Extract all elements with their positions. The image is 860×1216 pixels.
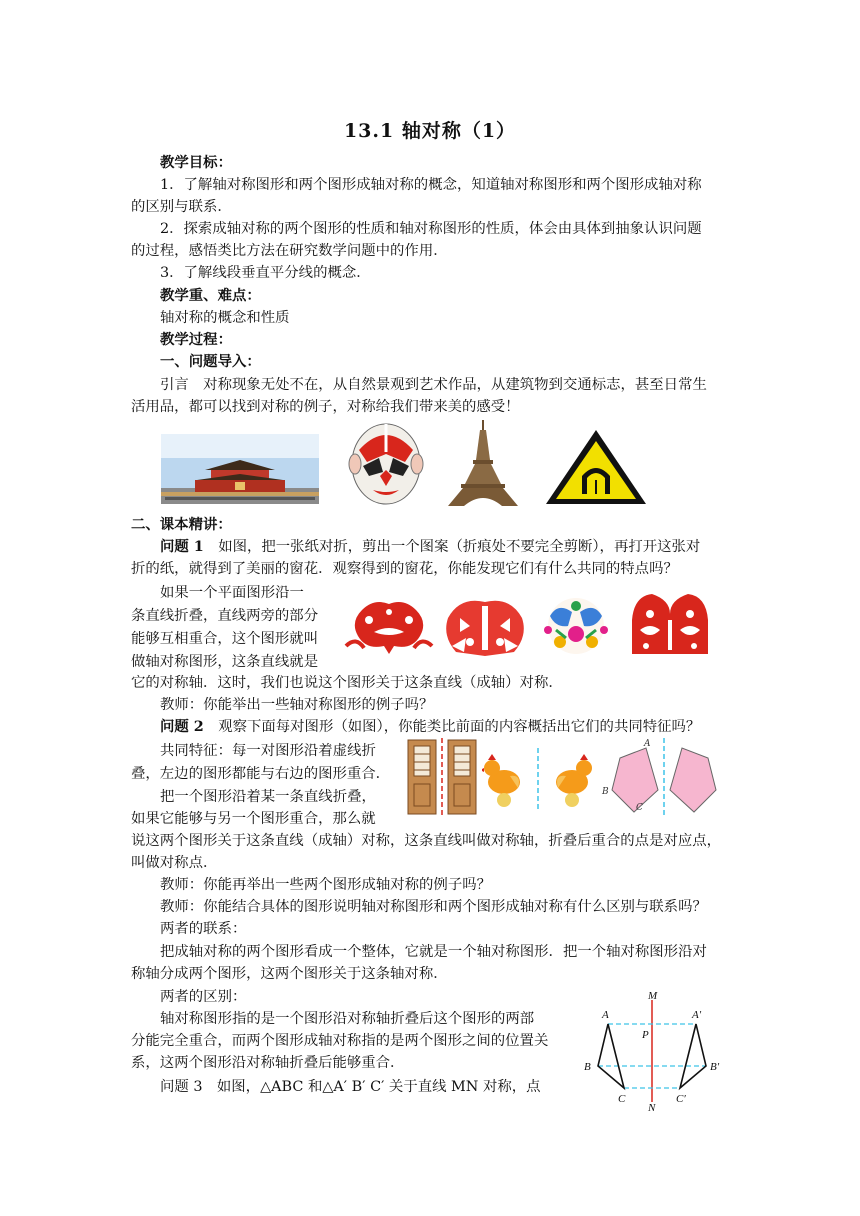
papercut-rabbits-image [624, 590, 716, 660]
definition-2-line-4: 叫做对称点． [131, 855, 218, 871]
intro-line-2: 活用品，都可以找到对称的例子，对称给我们带来美的感受！ [131, 399, 520, 415]
process-heading: 教学过程： [160, 331, 232, 348]
definition-1-line-4: 做轴对称图形，这条直线就是 [131, 654, 319, 670]
question-2-label: 问题 2 [160, 718, 204, 735]
difference-line-2: 分能完全重合，而两个图形成轴对称指的是两个图形之间的位置关 [131, 1033, 549, 1049]
doors-pair-image [406, 738, 478, 816]
vertex-label-c-prime: C′ [676, 1093, 686, 1105]
tunnel-sign-image [544, 428, 648, 506]
line-label-m: M [648, 990, 658, 1002]
goal-1-line-2: 的区别与联系． [131, 199, 232, 215]
chickens-pair-image [482, 748, 594, 810]
question-1-label: 问题 1 [160, 538, 204, 555]
papercut-colorful-image [536, 594, 616, 658]
vertex-label-a: A [602, 1009, 609, 1021]
point-label-p: P [642, 1029, 649, 1041]
question-1-line-2: 折的纸，就得到了美丽的窗花．观察得到的窗花，你能发现它们有什么共同的特点吗？ [131, 561, 678, 577]
difference-heading: 两者的区别： [160, 989, 247, 1005]
key-text: 轴对称的概念和性质 [160, 310, 290, 326]
lecture-heading: 二、课本精讲： [131, 516, 232, 533]
vertex-label-b: B [584, 1061, 591, 1073]
eiffel-tower-image [446, 420, 520, 506]
question-3-line: 问题 3 如图，△ABC 和△A′ B′ C′ 关于直线 MN 对称，点 [160, 1079, 541, 1095]
common-feature-line-2: 叠，左边的图形都能与右边的图形重合． [131, 766, 391, 782]
question-1-text: 如图，把一张纸对折，剪出一个图案（折痕处不要完全剪断），再打开这张对 [203, 539, 701, 555]
triangle-symmetry-figure [578, 990, 728, 1114]
line-label-n: N [648, 1102, 656, 1114]
goal-2-line-1: 2．探索成轴对称的两个图形的性质和轴对称图形的性质，体会由具体到抽象认识问题 [160, 221, 702, 237]
page-title: 13.1 轴对称（1） [343, 120, 517, 142]
question-1-line-1 [160, 536, 700, 558]
difference-line-1: 轴对称图形指的是一个图形沿对称轴折叠后这个图形的两部 [160, 1011, 535, 1027]
relation-heading: 两者的联系： [160, 921, 247, 937]
common-feature-line-1: 共同特征：每一对图形沿着虚线折 [160, 743, 376, 759]
papercut-phoenix-image [440, 596, 530, 658]
goal-3: 3．了解线段垂直平分线的概念． [160, 265, 371, 281]
teacher-question-1: 教师：你能举出一些轴对称图形的例子吗？ [160, 697, 434, 713]
intro-line-1: 引言 对称现象无处不在，从自然景观到艺术作品，从建筑物到交通标志，甚至日常生 [160, 377, 707, 393]
goal-1-line-1: 1．了解轴对称图形和两个图形成轴对称的概念，知道轴对称图形和两个图形成轴对称 [160, 177, 702, 193]
definition-1-line-5: 它的对称轴．这时，我们也说这个图形关于这条直线（成轴）对称． [131, 675, 563, 691]
definition-1-line-2: 条直线折叠，直线两旁的部分 [131, 608, 319, 624]
definition-1-line-1: 如果一个平面图形沿一 [160, 585, 304, 601]
teacher-question-2: 教师：你能再举出一些两个图形成轴对称的例子吗？ [160, 877, 491, 893]
definition-2-line-2: 如果它能够与另一个图形重合，那么就 [131, 811, 376, 827]
vertex-label-a-prime: A′ [692, 1009, 702, 1021]
definition-1-line-3: 能够互相重合，这个图形就叫 [131, 631, 319, 647]
question-2-line [160, 716, 700, 738]
pentagon-label-c: C [636, 803, 643, 813]
key-heading: 教学重、难点： [160, 287, 261, 304]
vertex-label-c: C [618, 1093, 626, 1105]
definition-2-line-1: 把一个图形沿着某一条直线折叠， [160, 789, 376, 805]
pentagons-pair-image [600, 738, 726, 818]
tiananmen-image [161, 434, 319, 504]
goals-heading: 教学目标： [160, 154, 232, 171]
papercut-dragons-image [344, 596, 434, 658]
question-2-text: 观察下面每对图形（如图），你能类比前面的内容概括出它们的共同特征吗？ [203, 719, 701, 735]
definition-2-line-3: 说这两个图形关于这条直线（成轴）对称，这条直线叫做对称轴，折叠后重合的点是对应点， [131, 833, 722, 849]
relation-line-2: 称轴分成两个图形，这两个图形关于这条轴对称． [131, 966, 448, 982]
pentagon-label-b: B [602, 787, 609, 797]
difference-line-3: 系，这两个图形沿对称轴折叠后能够重合． [131, 1055, 405, 1071]
relation-line-1: 把成轴对称的两个图形看成一个整体，它就是一个轴对称图形．把一个轴对称图形沿对 [160, 944, 707, 960]
pentagon-label-a: A [644, 739, 651, 749]
opera-mask-image [345, 420, 427, 506]
goal-2-line-2: 的过程，感悟类比方法在研究数学问题中的作用． [131, 243, 448, 259]
intro-heading: 一、问题导入： [160, 353, 261, 370]
teacher-question-3: 教师：你能结合具体的图形说明轴对称图形和两个图形成轴对称有什么区别与联系吗？ [160, 899, 707, 915]
vertex-label-b-prime: B′ [710, 1061, 720, 1073]
